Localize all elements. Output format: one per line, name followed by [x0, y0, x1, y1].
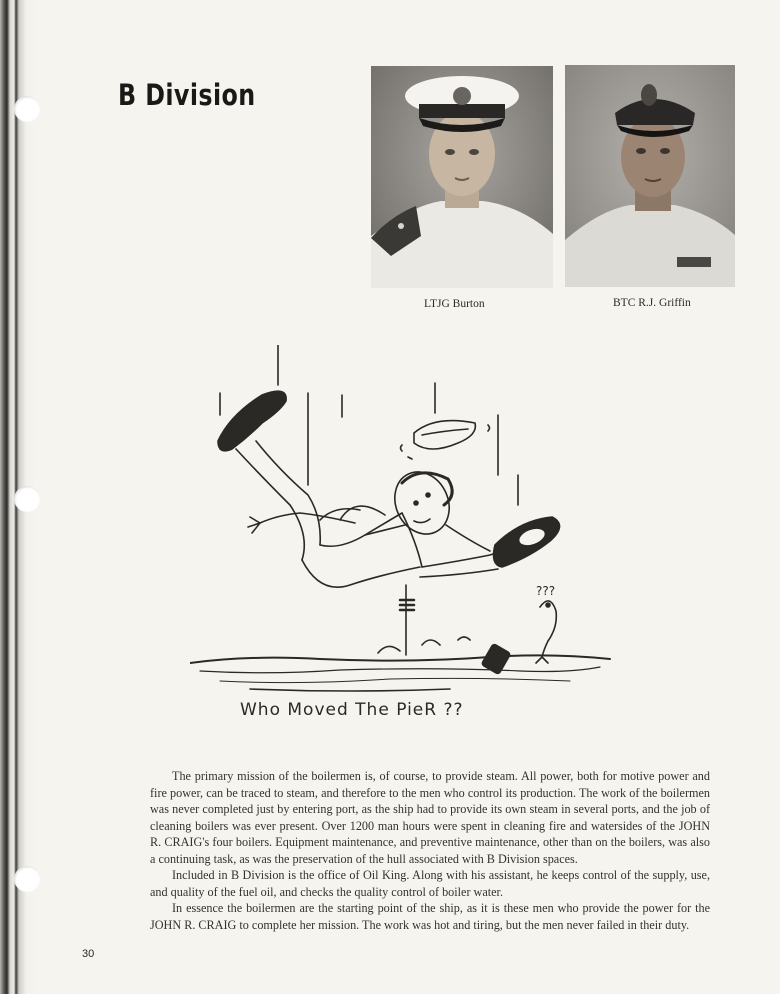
portrait-photo-burton — [371, 66, 553, 288]
portrait-photo-griffin — [565, 65, 735, 287]
paragraph: The primary mission of the boilermen is, of course, to provide steam. All power, both for motive power and fire power, can be traced to steam, and therefore to the men who control its production. The work of the boilermen was never completed just by entering port, as the ship had to provide its own steam in several ports, and the job of cleaning boilers was ever present. Over 1200 man hours were spent in cleaning fire and watersides of the JOHN R. CRAIG's four boilers. Equipment maintenance, and preventive maintenance, other than on the boilers, was also a continuing task, as was the preservation of the hull associated with B Division spaces. — [150, 769, 710, 866]
paragraph: Included in B Division is the office of Oil King. Along with his assistant, he keeps control of the supply, use, and quality of the fuel oil, and checks the quality control of boiler water. — [150, 868, 710, 899]
paragraph: In essence the boilermen are the starting point of the ship, as it is these men who provide the power for the JOHN R. CRAIG to complete her mission. The work was hot and tiring, but the men never failed in their duty. — [150, 901, 710, 932]
page-title: B Division — [118, 78, 256, 112]
binder-hole — [14, 486, 40, 512]
article-body — [150, 768, 710, 933]
binder-hole — [14, 96, 40, 122]
photo-caption: BTC R.J. Griffin — [613, 297, 691, 309]
fish-question-marks: ??? — [536, 584, 556, 598]
binder-hole — [14, 866, 40, 892]
cartoon-illustration — [190, 345, 620, 695]
photo-caption: LTJG Burton — [424, 298, 485, 310]
cartoon-caption: Who Moved The PieR ?? — [240, 700, 464, 720]
page-number: 30 — [82, 948, 95, 960]
